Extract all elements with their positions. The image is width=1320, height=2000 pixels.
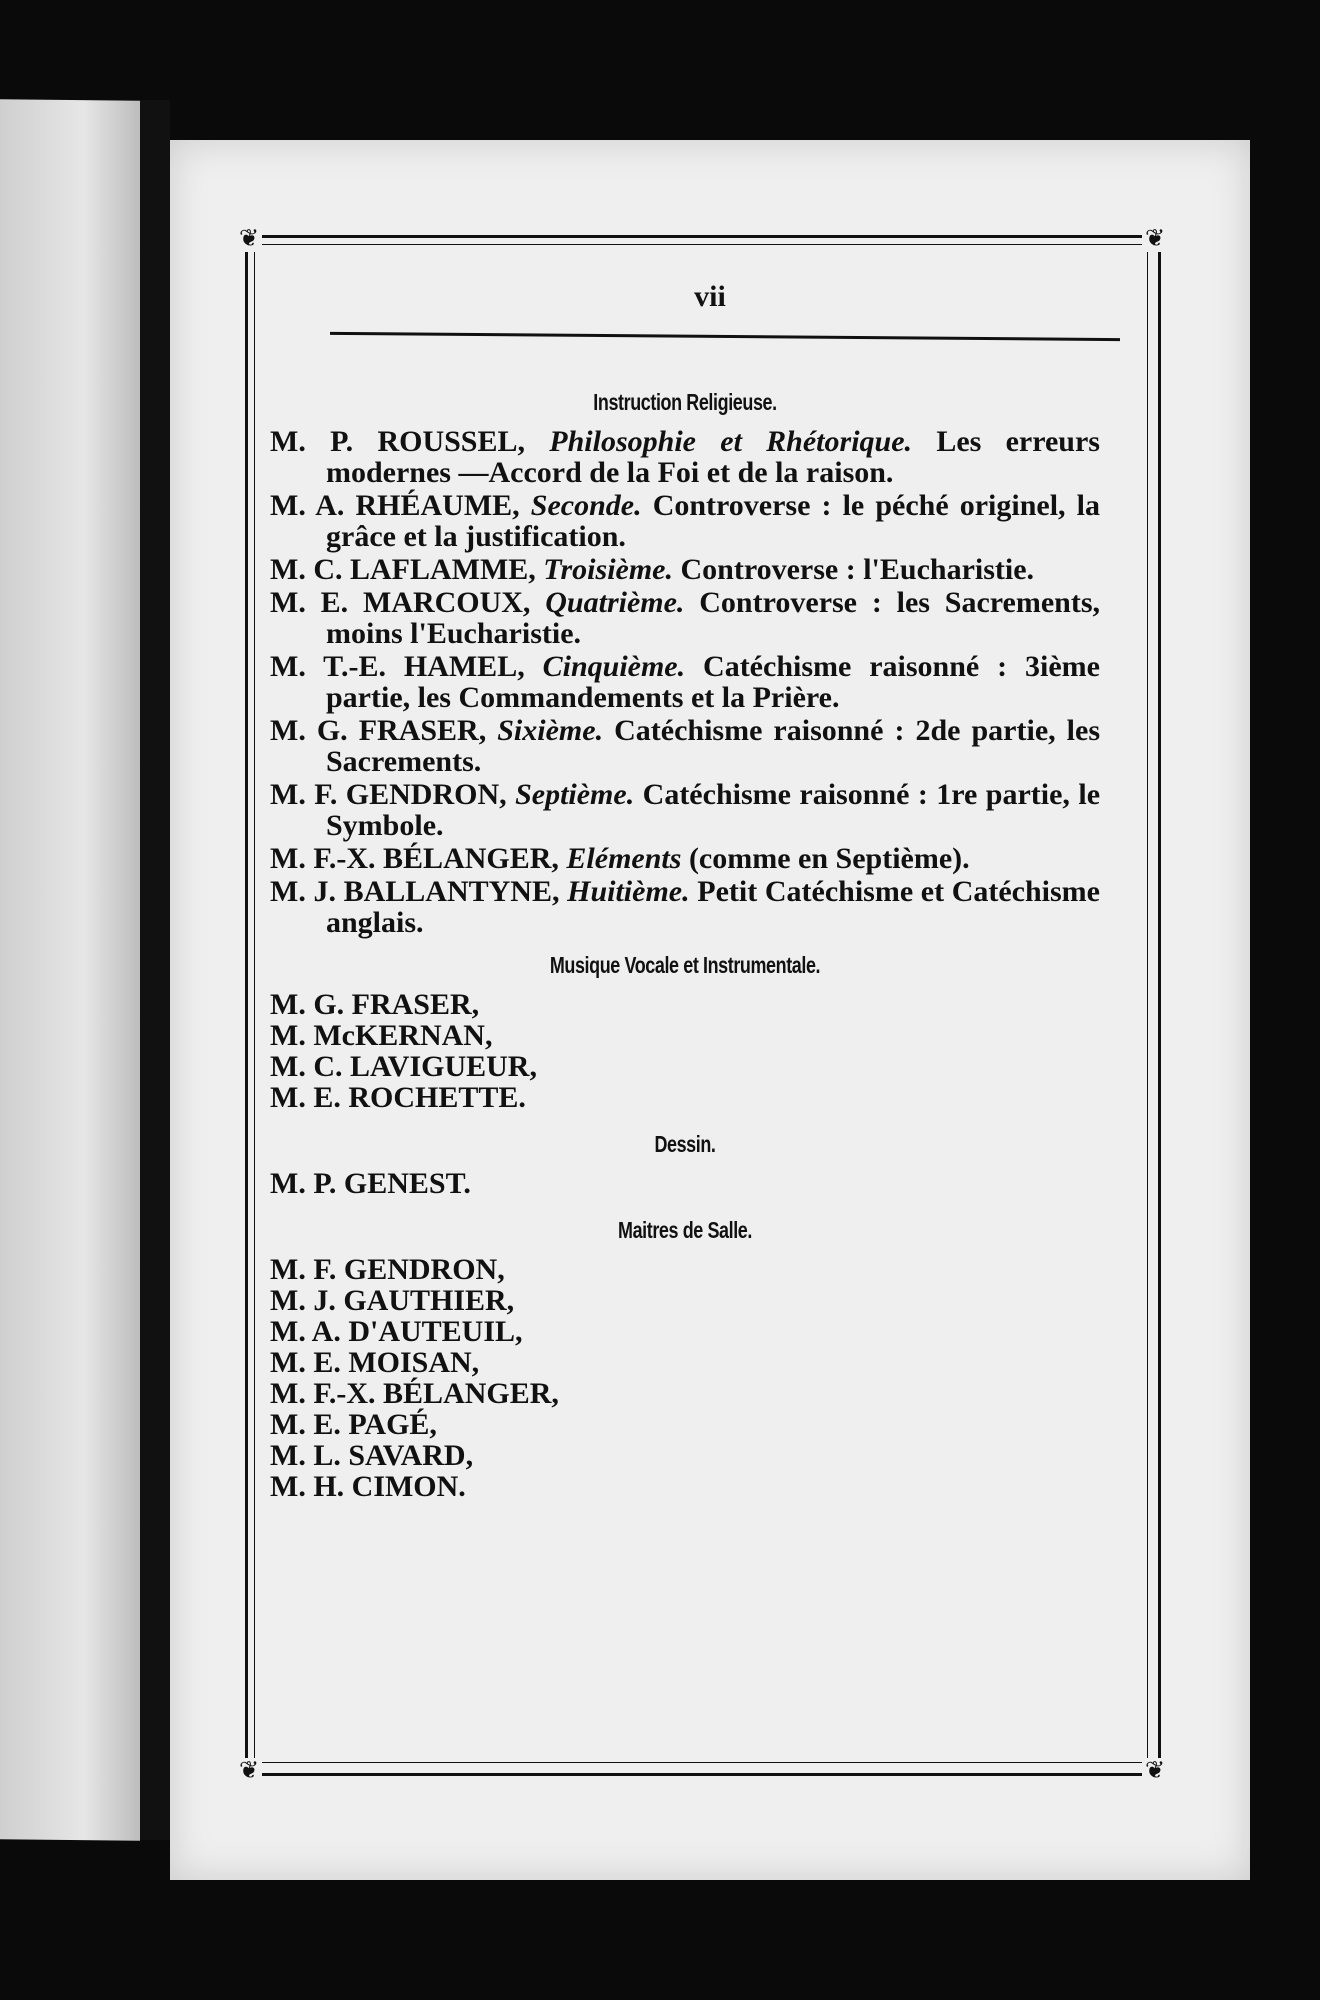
class-form: Eléments	[566, 842, 682, 875]
book-page	[170, 140, 1250, 1880]
class-form: Cinquième.	[542, 650, 686, 683]
teacher-entry	[270, 715, 1100, 777]
subject-text: Catéchisme raisonné : 1re partie, le Symbole.	[326, 778, 1101, 842]
class-form: Troisième.	[543, 553, 673, 586]
teacher-name: M. G. FRASER,	[270, 988, 480, 1021]
teacher-entry	[270, 490, 1100, 552]
class-form: Philosophie et Rhétorique.	[549, 425, 913, 458]
subject-text: Petit Catéchisme et Catéchisme anglais.	[326, 875, 1100, 939]
teacher-entry	[270, 876, 1100, 938]
class-form: Sixième.	[497, 714, 604, 747]
subject-text: Controverse : les Sacrements, moins l'Eucharistie.	[326, 586, 1101, 650]
page-number: vii	[694, 280, 726, 313]
teacher-name: M. P. ROUSSEL,	[270, 425, 525, 458]
book-gutter	[140, 100, 170, 1840]
teacher-name: M. McKERNAN,	[270, 1019, 493, 1052]
teacher-name: M. A. RHÉAUME,	[270, 489, 520, 522]
subject-text: Controverse : l'Eucharistie.	[680, 553, 1035, 586]
subject-text: Les erreurs modernes —Accord de la Foi et de la raison.	[326, 425, 1100, 489]
section-heading: Maitres de Salle.	[618, 1217, 752, 1243]
teacher-name: M. P. GENEST.	[270, 1167, 471, 1200]
teacher-entry	[270, 779, 1100, 841]
subject-text: Catéchisme raisonné : 2de partie, les Sacrements.	[326, 714, 1100, 778]
fleuron-corner-icon: ❦	[1142, 1758, 1168, 1784]
teacher-entry	[270, 554, 1100, 585]
teacher-name: M. E. MOISAN,	[270, 1346, 480, 1379]
teacher-name: M. E. MARCOUX,	[270, 586, 531, 619]
section-heading: Musique Vocale et Instrumentale.	[549, 952, 821, 978]
teacher-entry	[270, 651, 1100, 713]
teacher-name: M. E. ROCHETTE.	[270, 1081, 526, 1114]
subject-text: (comme en Septième).	[688, 842, 970, 875]
previous-page-edge	[0, 99, 140, 1840]
class-form: Huitième.	[567, 875, 690, 908]
teacher-list	[270, 1254, 1100, 1502]
teacher-name: M. F.-X. BÉLANGER,	[270, 842, 559, 875]
class-form: Septième.	[515, 778, 635, 811]
subject-text: Controverse : le péché originel, la grâce et la justification.	[326, 489, 1100, 553]
class-form: Quatrième.	[545, 586, 685, 619]
teacher-name: M. F.-X. BÉLANGER,	[270, 1377, 559, 1410]
teacher-entry	[270, 587, 1100, 649]
teacher-entry	[270, 843, 1100, 874]
teacher-name: M. L. SAVARD,	[270, 1439, 474, 1472]
section-instruction-religieuse	[270, 389, 1100, 938]
teacher-name: M. F. GENDRON,	[270, 1253, 505, 1286]
teacher-name: M. H. CIMON.	[270, 1470, 466, 1503]
teacher-list	[270, 1168, 1100, 1199]
teacher-name: M. G. FRASER,	[270, 714, 487, 747]
fleuron-corner-icon: ❦	[1142, 226, 1168, 252]
teacher-name: M. C. LAFLAMME,	[270, 553, 536, 586]
section-dessin	[270, 1131, 1100, 1199]
teacher-name: M. T.-E. HAMEL,	[270, 650, 525, 683]
fleuron-corner-icon: ❦	[236, 1758, 262, 1784]
page-content	[270, 375, 1100, 1520]
section-musique	[270, 952, 1100, 1113]
fleuron-corner-icon: ❦	[236, 226, 262, 252]
subject-text: Catéchisme raisonné : 3ième partie, les Commandements et la Prière.	[326, 650, 1100, 714]
teacher-name: M. A. D'AUTEUIL,	[270, 1315, 523, 1348]
class-form: Seconde.	[530, 489, 642, 522]
section-maitres-de-salle	[270, 1217, 1100, 1502]
teacher-name: M. J. GAUTHIER,	[270, 1284, 515, 1317]
teacher-entry	[270, 426, 1100, 488]
teacher-name: M. C. LAVIGUEUR,	[270, 1050, 537, 1083]
teacher-name: M. F. GENDRON,	[270, 778, 507, 811]
teacher-list	[270, 989, 1100, 1113]
section-heading: Instruction Religieuse.	[593, 389, 777, 415]
section-heading: Dessin.	[654, 1131, 716, 1157]
teacher-name: M. E. PAGÉ,	[270, 1408, 437, 1441]
teacher-name: M. J. BALLANTYNE,	[270, 875, 560, 908]
